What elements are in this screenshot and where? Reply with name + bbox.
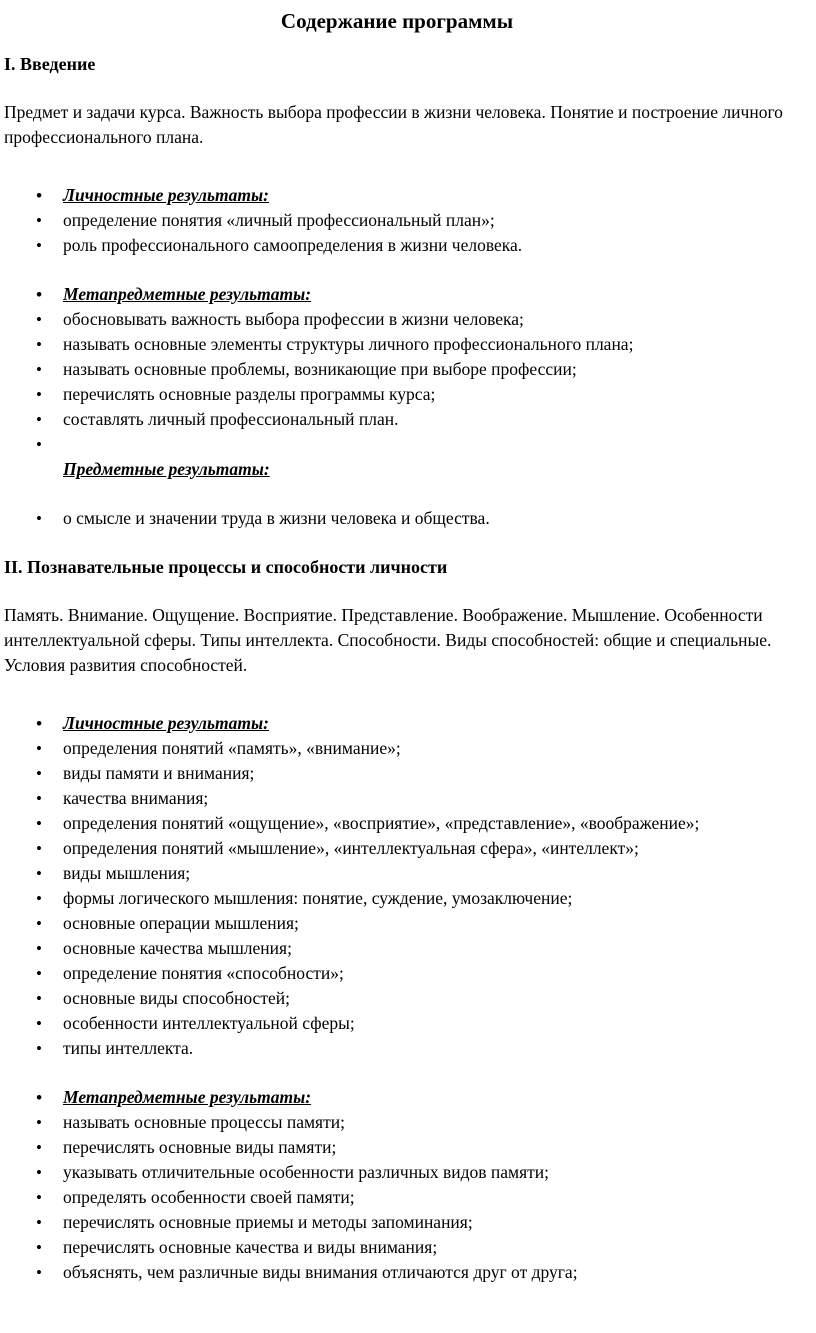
list-item: • называть основные процессы памяти; — [4, 1110, 790, 1135]
list-item: • определение понятия «способности»; — [4, 961, 790, 986]
list-item: • о смысле и значении труда в жизни человека и общества. — [4, 506, 790, 531]
list-item: • перечислять основные качества и виды внимания; — [4, 1235, 790, 1260]
list-item: • определения понятий «память», «внимание»; — [4, 736, 790, 761]
subject-results-list-1 — [4, 506, 790, 531]
list-item: • качества внимания; — [4, 786, 790, 811]
list-item: • типы интеллекта. — [4, 1036, 790, 1061]
list-item: • определения понятий «мышление», «интеллектуальная сфера», «интеллект»; — [4, 836, 790, 861]
list-heading — [4, 711, 790, 736]
list-heading — [4, 183, 790, 208]
list-item: • основные виды способностей; — [4, 986, 790, 1011]
list-subheading — [4, 457, 790, 482]
list-item: • перечислять основные приемы и методы запоминания; — [4, 1210, 790, 1235]
list-item: • перечислять основные разделы программы курса; — [4, 382, 790, 407]
list-item: • указывать отличительные особенности различных видов памяти; — [4, 1160, 790, 1185]
list-heading-text: Метапредметные результаты: — [63, 284, 312, 304]
list-item: • составлять личный профессиональный план. — [4, 407, 790, 432]
list-item: • виды мышления; — [4, 861, 790, 886]
list-heading-text: Метапредметные результаты: — [63, 1087, 312, 1107]
list-item: • объяснять, чем различные виды внимания отличаются друг от друга; — [4, 1260, 790, 1285]
document-title: Содержание программы — [280, 9, 514, 33]
empty-bullet-item — [4, 432, 790, 457]
list-item: • называть основные элементы структуры личного профессионального плана; — [4, 332, 790, 357]
section-2-heading: II. Познавательные процессы и способности личности — [4, 557, 448, 577]
section-1-intro: Предмет и задачи курса. Важность выбора профессии в жизни человека. Понятие и построение личного профессионального плана. — [4, 102, 783, 147]
list-item: • перечислять основные виды памяти; — [4, 1135, 790, 1160]
list-item: • обосновывать важность выбора профессии в жизни человека; — [4, 307, 790, 332]
list-item: • определение понятия «личный профессиональный план»; — [4, 208, 790, 233]
list-item: • основные качества мышления; — [4, 936, 790, 961]
metasubject-results-list-1 — [4, 282, 790, 482]
list-item: • определения понятий «ощущение», «восприятие», «представление», «воображение»; — [4, 811, 790, 836]
personal-results-list-2 — [4, 711, 790, 1061]
list-item: • особенности интеллектуальной сферы; — [4, 1011, 790, 1036]
list-item: • формы логического мышления: понятие, суждение, умозаключение; — [4, 886, 790, 911]
list-heading-text: Предметные результаты: — [63, 459, 270, 479]
metasubject-results-list-2 — [4, 1085, 790, 1285]
list-item: • роль профессионального самоопределения в жизни человека. — [4, 233, 790, 258]
section-2-intro: Память. Внимание. Ощущение. Восприятие. Представление. Воображение. Мышление. Особенности интеллектуальной сферы. Типы интеллекта. Способности. Виды способностей: общие и специальные. Условия развития способностей. — [4, 605, 772, 675]
list-item: • основные операции мышления; — [4, 911, 790, 936]
list-item: • определять особенности своей памяти; — [4, 1185, 790, 1210]
list-heading-text: Личностные результаты: — [63, 713, 269, 733]
list-heading — [4, 282, 790, 307]
list-heading — [4, 1085, 790, 1110]
list-item: • виды памяти и внимания; — [4, 761, 790, 786]
personal-results-list-1 — [4, 183, 790, 258]
list-item: • называть основные проблемы, возникающие при выборе профессии; — [4, 357, 790, 382]
list-heading-text: Личностные результаты: — [63, 185, 269, 205]
section-1-heading: I. Введение — [4, 54, 96, 74]
